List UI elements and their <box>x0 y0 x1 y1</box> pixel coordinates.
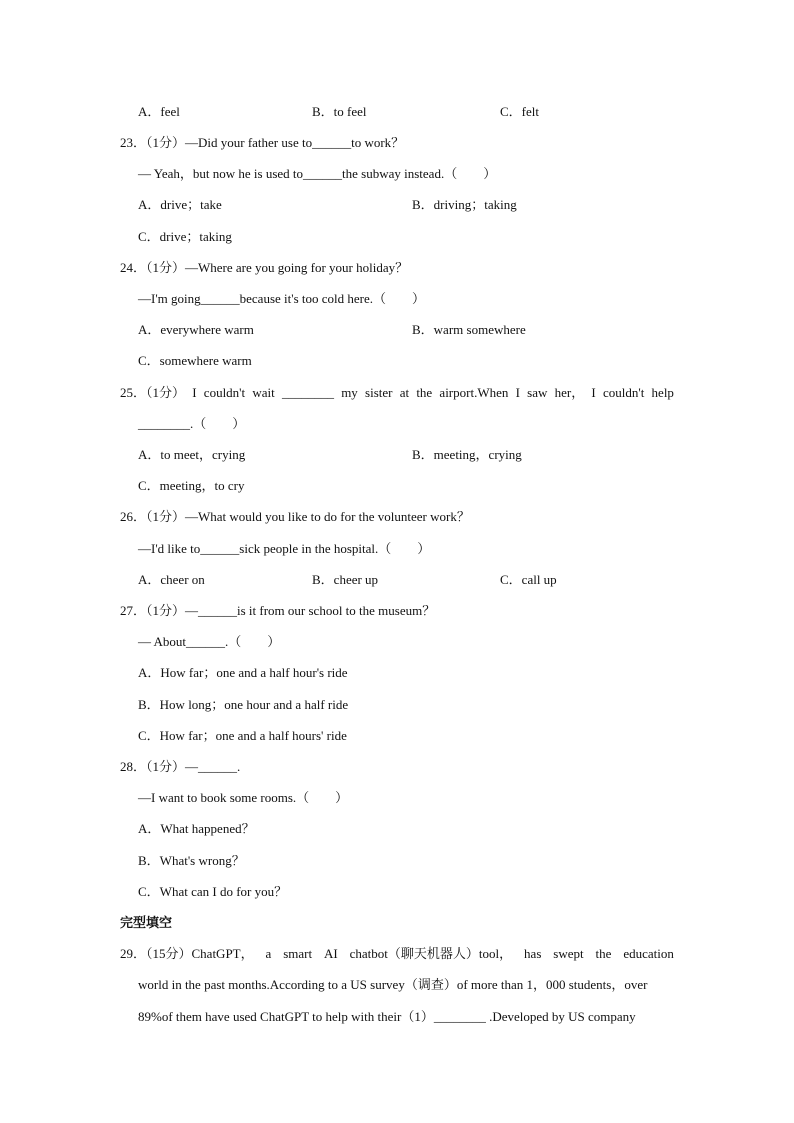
q28-option-c: C．What can I do for you？ <box>138 884 288 899</box>
q28-option-b: B．What's wrong？ <box>138 853 245 868</box>
q26-option-c: C．call up <box>500 572 557 587</box>
q22-option-b: B．to feel <box>312 104 367 119</box>
q29-line-2: world in the past months.According to a US survey（调查）of more than 1，000 students，over <box>138 977 648 992</box>
q29-line-1: 29．（15分）ChatGPT， a smart AI chatbot（聊天机器人）tool， has swept the education <box>120 946 674 961</box>
q22-option-a: A．feel <box>138 104 180 119</box>
q26-option-b: B．cheer up <box>312 572 379 587</box>
q24-stem: 24．（1分）—Where are you going for your holiday？ <box>120 260 409 275</box>
q26-reply: —I'd like to______sick people in the hospital.（ ） <box>138 541 431 556</box>
q28-stem: 28．（1分）—______. <box>120 759 241 774</box>
q25-stem-continued: ________.（ ） <box>138 416 246 431</box>
q29-line-3: 89%of them have used ChatGPT to help with their（1）________ .Developed by US company <box>138 1009 636 1024</box>
q24-option-c: C．somewhere warm <box>138 353 252 368</box>
q25-option-b: B．meeting，crying <box>412 447 522 462</box>
q22-option-c: C．felt <box>500 104 539 119</box>
q24-option-a: A．everywhere warm <box>138 322 254 337</box>
q26-option-a: A．cheer on <box>138 572 205 587</box>
q23-stem: 23．（1分）—Did your father use to______to work？ <box>120 135 405 150</box>
q23-option-b: B．driving；taking <box>412 197 517 212</box>
q26-stem: 26．（1分）—What would you like to do for the volunteer work？ <box>120 509 470 524</box>
section-title: 完型填空 <box>120 915 173 930</box>
q28-reply: —I want to book some rooms.（ ） <box>138 790 349 805</box>
q27-reply: — About______.（ ） <box>138 634 281 649</box>
q25-option-c: C．meeting，to cry <box>138 478 245 493</box>
q28-option-a: A．What happened？ <box>138 821 255 836</box>
q23-option-c: C．drive；taking <box>138 229 232 244</box>
q27-option-a: A．How far；one and a half hour's ride <box>138 665 348 680</box>
q27-option-b: B．How long；one hour and a half ride <box>138 697 349 712</box>
q24-reply: —I'm going______because it's too cold here.（ ） <box>138 291 426 306</box>
q25-option-a: A．to meet，crying <box>138 447 246 462</box>
q27-option-c: C．How far；one and a half hours' ride <box>138 728 347 743</box>
q23-reply: — Yeah，but now he is used to______the subway instead.（ ） <box>138 166 497 181</box>
q27-stem: 27．（1分）—______is it from our school to the museum？ <box>120 603 436 618</box>
q23-option-a: A．drive；take <box>138 197 222 212</box>
q25-stem: 25．（1分） I couldn't wait ________ my sister at the airport.When I saw her， I couldn't help <box>120 385 674 400</box>
q24-option-b: B．warm somewhere <box>412 322 526 337</box>
